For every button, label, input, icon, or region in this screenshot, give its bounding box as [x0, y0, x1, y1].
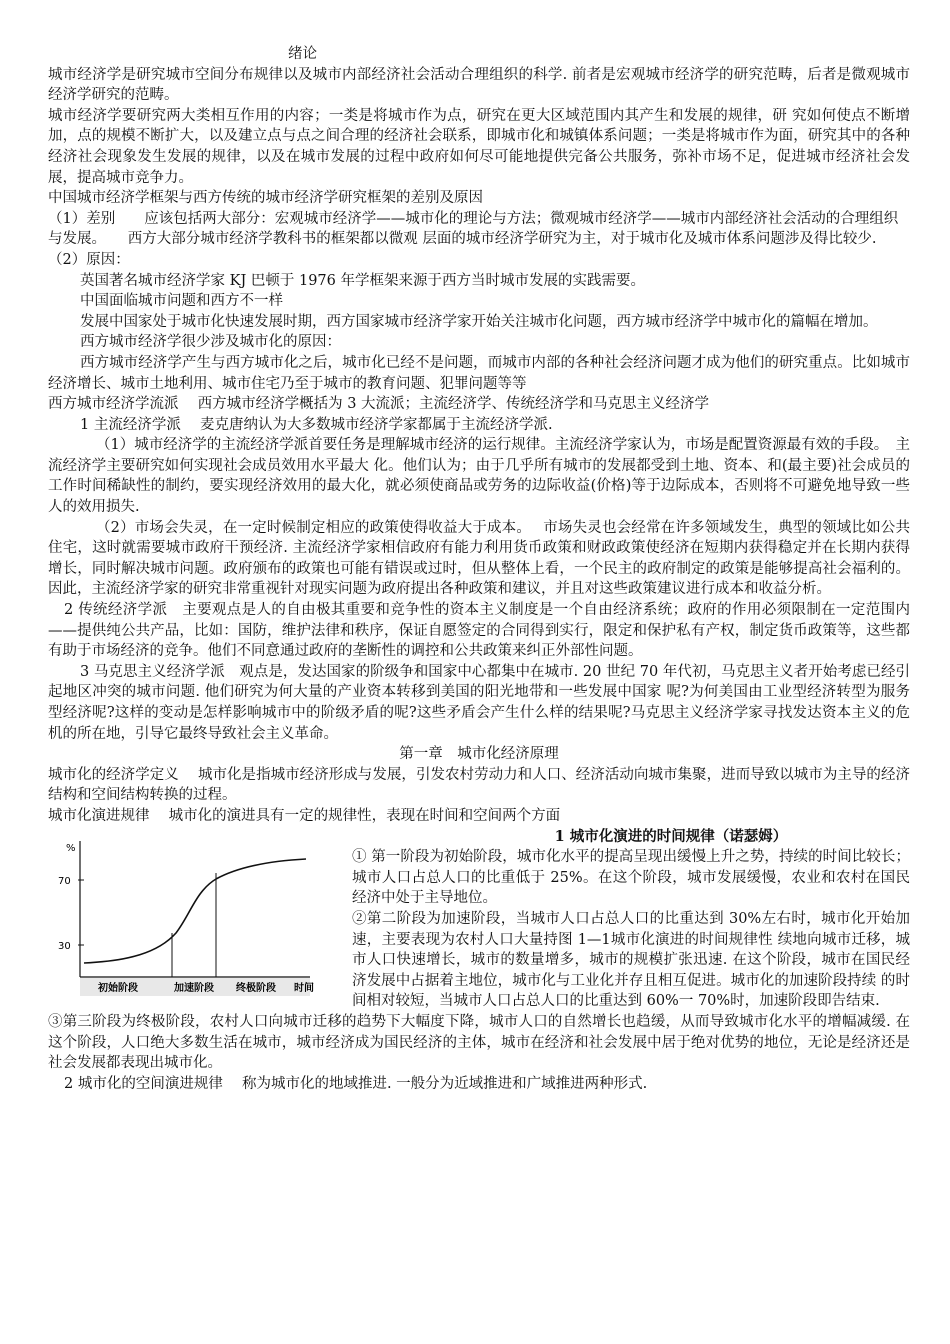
difference-paragraph-cont: 与发展。 西方大部分城市经济学教科书的框架都以微观 层面的城市经济学研究为主，对于城市化及城市体系问题涉及得比较少. — [48, 231, 877, 248]
stage-1-paragraph: ① 第一阶段为初始阶段，城市化水平的提高呈现出缓慢上升之势，持续的时间比较长；城市人口占总人口的比重低于 25%。在这个阶段，城市发展缓慢，农业和农村在国民经济中处于主导地位。 — [352, 849, 910, 907]
space-law-paragraph: 2 城市化的空间演进规律 称为城市化的地域推进. 一般分为近域推进和广域推进两种形式. — [64, 1075, 648, 1092]
reason-4: 西方城市经济学很少涉及城市化的原因： — [80, 334, 341, 351]
stage-2-paragraph: ②第二阶段为加速阶段，当城市人口占总人口的比重达到 30%左右时，城市化开始加速，主要表现为农村人口大量持图 1—1城市化演进的时间规律性 续地向城市迁移，城市人口快速增长，城市的数量增多，城市的规模扩张迅速. 在这个阶段，城市在国民经济发展中占据着主地位，城市化与工业化并存且相互促进。城市化的加速阶段持续 的时间相对较短，当城市人口占总人口的比重达到 60%一 70%时，加速阶段即告结束. — [352, 910, 910, 1010]
x-axis-label: 时间 — [294, 982, 314, 994]
school-1-paragraph-2: （2）市场会失灵，在一定时候制定相应的政策使得收益大于成本。 市场失灵也会经常在许多领域发生，典型的领域比如公共住宅，这时就需要城市政府干预经济. 主流经济学家相信政府有能力利用货币政策和财政政策使经济在短期内获得稳定并在长期内获得增长，同时解决城市问题。政府颁布的政策也可能有错误或过时，但从整体上看，一个民主的政府制定的政策是能够提高社会福利的。因此，主流经济学家的研究非常重视针对现实问题为政府提出各种政策和建议，并且对这些政策建议进行成本和收益分析。 — [48, 519, 910, 598]
difference-paragraph: （1）差别 应该包括两大部分：宏观城市经济学——城市化的理论与方法；微观城市经济学——城市内部经济社会活动的合理组织 — [48, 210, 899, 227]
stage-label-acceleration: 加速阶段 — [174, 982, 214, 994]
stage-label-initial: 初始阶段 — [98, 982, 138, 994]
school-2-paragraph: 2 传统经济学派 主要观点是人的自由极其重要和竞争性的资本主义制度是一个自由经济系统；政府的作用必须限制在一定范围内——提供纯公共产品，比如：国防，维护法律和秩序，保证自愿签定的合同得到实行，限定和保护私有产权，制定货币政策等，这些都有助于市场经济的竞争。他们不同意通过政府的垄断性的调控和公共政策来纠正外部性问题。 — [48, 602, 910, 660]
document-page — [48, 44, 910, 1094]
school-3-paragraph: 3 马克思主义经济学派 观点是，发达国家的阶级争和国家中心都集中在城市. 20 世纪 70 年代初，马克思主义者开始考虑已经引起地区冲突的城市问题. 他们研究为何大量的产业资本转移到美国的阳光地带和一些发展中国家 呢?为何美国由工业型经济转型为服务型经济呢?这样的变动是怎样影响城市中的阶级矛盾的呢?这些矛盾会产生什么样的结果呢?马克思主义经济学家寻找发达资本主义的危机的所在地，引导它最终导致社会主义革命。 — [48, 663, 910, 742]
framework-heading: 中国城市经济学框架与西方传统的城市经济学研究框架的差别及原因 — [48, 190, 483, 207]
y-unit-label: % — [66, 842, 76, 854]
reason-heading: （2）原因： — [48, 251, 130, 268]
stage-3-paragraph: ③第三阶段为终极阶段，农村人口向城市迁移的趋势下大幅度下降，城市人口的自然增长也趋缓，从而导致城市化水平的增幅减缓. 在这个阶段，人口绝大多数生活在城市，城市经济成为国民经济的主体，城市在经济和社会发展中居于绝对优势的地位，无论是经济还是社会发展都表现出城市化。 — [48, 1013, 910, 1072]
y-tick-30: 30 — [58, 940, 71, 952]
urbanization-s-curve — [48, 833, 340, 999]
intro-paragraph-1: 城市经济学是研究城市空间分布规律以及城市内部经济社会活动合理组织的科学. 前者是宏观城市经济学的研究范畴，后者是微观城市经济学研究的范畴。 — [48, 66, 910, 104]
intro-paragraph-2: 城市经济学要研究两大类相互作用的内容；一类是将城市作为点，研究在更大区域范围内其产生和发展的规律，研 究如何使点不断增加，点的规模不断扩大，以及建立点与点之间合理的经济社会联系，即城市化和城镇体系问题；一类是将城市作为面，研究其中的各种经济社会现象发生发展的规律，以及在城市发展的过程中政府如何尽可能地提供完备公共服务，弥补市场不足，促进城市经济社会发展，提高城市竞争力。 — [48, 107, 910, 186]
reason-3: 发展中国家处于城市化快速发展时期，西方国家城市经济学家开始关注城市化问题，西方城市经济学中城市化的篇幅在增加。 — [80, 313, 878, 330]
s-curve-line — [84, 859, 306, 963]
schools-heading: 西方城市经济学流派 西方城市经济学概括为 3 大流派；主流经济学、传统经济学和马克思主义经济学 — [48, 396, 710, 413]
school-1-paragraph-1: （1）城市经济学的主流经济学派首要任务是理解城市经济的运行规律。主流经济学家认为，市场是配置资源最有效的手段。 主流经济学主要研究如何实现社会成员效用水平最大 化。他们认为；由于几乎所有城市的发展都受到土地、资本、和(最主要)社会成员的工作时间稀缺性的制约，要实现经济效用的最大化，就必须使商品或劳务的边际收益(价格)等于边际成本，否则将不可避免地导致一些人的效用损失. — [48, 437, 910, 516]
y-tick-70: 70 — [58, 875, 71, 887]
time-law-text — [352, 827, 910, 1012]
time-law-section — [48, 827, 910, 1012]
chapter-1-title: 第一章 城市化经济原理 — [399, 746, 559, 763]
urbanization-definition: 城市化的经济学定义 城市化是指城市经济形成与发展，引发农村劳动力和人口、经济活动向城市集聚，进而导致以城市为主导的经济结构和空间结构转换的过程。 — [48, 766, 910, 804]
page-title: 绪论 — [288, 46, 317, 62]
reason-2: 中国面临城市问题和西方不一样 — [80, 293, 283, 310]
school-1-heading: 1 主流经济学派 麦克唐纳认为大多数城市经济学家都属于主流经济学派. — [80, 416, 553, 433]
urbanization-curve-figure — [48, 833, 340, 999]
time-law-heading: 1 城市化演进的时间规律（诺瑟姆） — [554, 827, 788, 845]
reason-1: 英国著名城市经济学家 KJ 巴顿于 1976 年学框架来源于西方当时城市发展的实践需要。 — [80, 272, 645, 289]
stage-label-final: 终极阶段 — [236, 982, 276, 994]
urbanization-law-heading: 城市化演进规律 城市化的演进具有一定的规律性，表现在时间和空间两个方面 — [48, 807, 561, 824]
reason-5: 西方城市经济学产生与西方城市化之后，城市化已经不是问题，而城市内部的各种社会经济问题才成为他们的研究重点。比如城市经济增长、城市土地利用、城市住宅乃至于城市的教育问题、犯罪问题等等 — [48, 354, 910, 392]
